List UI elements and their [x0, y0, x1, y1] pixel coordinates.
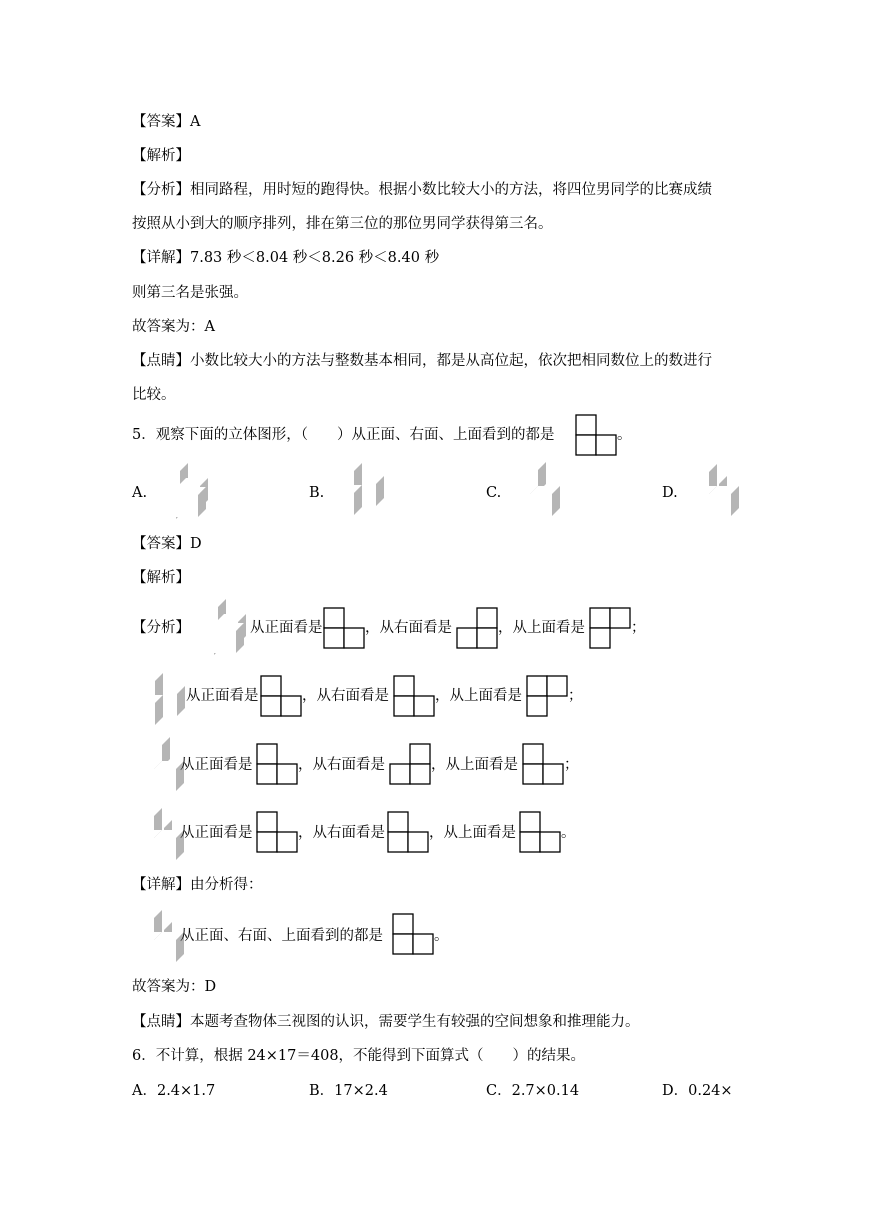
- q4-final-answer: 故答案为：A: [132, 319, 215, 335]
- q5-option-b-label: B.: [309, 485, 325, 501]
- q6-option-c: C．2.7×0.14: [486, 1083, 580, 1099]
- detail-all-three-text: 从正面、右面、上面看到的都是: [180, 928, 383, 944]
- q5-answer: 【答案】D: [132, 536, 202, 552]
- analysis-a-right-view: [456, 607, 498, 649]
- detail-period: 。: [434, 928, 449, 944]
- analysis-b-top-view: [526, 675, 568, 717]
- detail-view-figure: [392, 913, 434, 955]
- analysis-a-front-text: 从正面看是: [250, 620, 323, 636]
- q5-option-d-label: D.: [662, 485, 678, 501]
- q5-option-d-figure: [683, 462, 745, 520]
- q5-stem-view-figure: [575, 414, 617, 456]
- q5-option-c-figure: [504, 462, 566, 520]
- q5-stem-period: 。: [617, 427, 632, 443]
- q4-fenxi-line1: 【分析】相同路程，用时短的跑得快。根据小数比较大小的方法，将四位男同学的比赛成绩: [132, 182, 712, 198]
- analysis-c-front-text: 从正面看是: [180, 757, 253, 773]
- analysis-b-top-text: ，从上面看是: [435, 688, 522, 704]
- q5-option-a-label: A.: [132, 485, 148, 501]
- analysis-a-front-view: [323, 607, 365, 649]
- analysis-d-right-view: [387, 811, 429, 853]
- analysis-a-right-text: ，从右面看是: [365, 620, 452, 636]
- q4-dianjing-line1: 【点睛】小数比较大小的方法与整数基本相同，都是从高位起，依次把相同数位上的数进行: [132, 353, 712, 369]
- analysis-a-solid: [188, 598, 250, 656]
- analysis-b-front-view: [260, 675, 302, 717]
- q4-jiexi: 【解析】: [132, 148, 190, 164]
- analysis-b-front-text: 从正面看是: [186, 688, 259, 704]
- q4-fenxi-line2: 按照从小到大的顺序排列，排在第三位的那位男同学获得第三名。: [132, 216, 553, 232]
- q6-option-d: D．0.24×: [662, 1083, 733, 1099]
- q4-answer: 【答案】A: [132, 114, 201, 130]
- q5-jiexi: 【解析】: [132, 570, 190, 586]
- q4-xiangjie: 【详解】7.83 秒＜8.04 秒＜8.26 秒＜8.40 秒: [132, 250, 440, 266]
- analysis-a-top-text: ，从上面看是: [498, 620, 585, 636]
- q6-option-a: A．2.4×1.7: [132, 1083, 216, 1099]
- analysis-b-solid: [128, 672, 190, 730]
- q5-option-a-figure: [150, 462, 212, 520]
- analysis-d-front-text: 从正面看是: [180, 825, 253, 841]
- analysis-d-top-view: [519, 811, 561, 853]
- q5-fenxi-label: 【分析】: [132, 620, 190, 636]
- q6-stem: 6．不计算，根据 24×17＝408，不能得到下面算式（ ）的结果。: [132, 1048, 586, 1064]
- analysis-c-front-view: [256, 743, 298, 785]
- analysis-a-semicolon: ；: [631, 620, 646, 636]
- analysis-d-top-text: ，从上面看是: [429, 825, 516, 841]
- q5-dianjing: 【点睛】本题考查物体三视图的认识，需要学生有较强的空间想象和推理能力。: [132, 1014, 640, 1030]
- analysis-b-right-text: ，从右面看是: [302, 688, 389, 704]
- q5-option-c-label: C.: [486, 485, 502, 501]
- analysis-d-right-text: ，从右面看是: [298, 825, 385, 841]
- analysis-c-top-text: ，从上面看是: [431, 757, 518, 773]
- analysis-c-right-text: ，从右面看是: [298, 757, 385, 773]
- analysis-c-right-view: [389, 743, 431, 785]
- analysis-a-top-view: [589, 607, 631, 649]
- analysis-c-top-view: [522, 743, 564, 785]
- q5-final-answer: 故答案为：D: [132, 979, 217, 995]
- q6-option-b: B．17×2.4: [309, 1083, 388, 1099]
- q4-dianjing-line2: 比较。: [132, 387, 176, 403]
- analysis-b-right-view: [393, 675, 435, 717]
- q5-xiangjie: 【详解】由分析得：: [132, 877, 263, 893]
- analysis-c-semicolon: ；: [564, 757, 579, 773]
- analysis-d-front-view: [256, 811, 298, 853]
- q4-conclusion: 则第三名是张强。: [132, 285, 248, 301]
- q5-option-b-figure: [327, 462, 389, 520]
- q5-stem: 5．观察下面的立体图形，（ ）从正面、右面、上面看到的都是: [132, 427, 555, 443]
- analysis-d-period: 。: [561, 825, 576, 841]
- analysis-b-semicolon: ；: [568, 688, 583, 704]
